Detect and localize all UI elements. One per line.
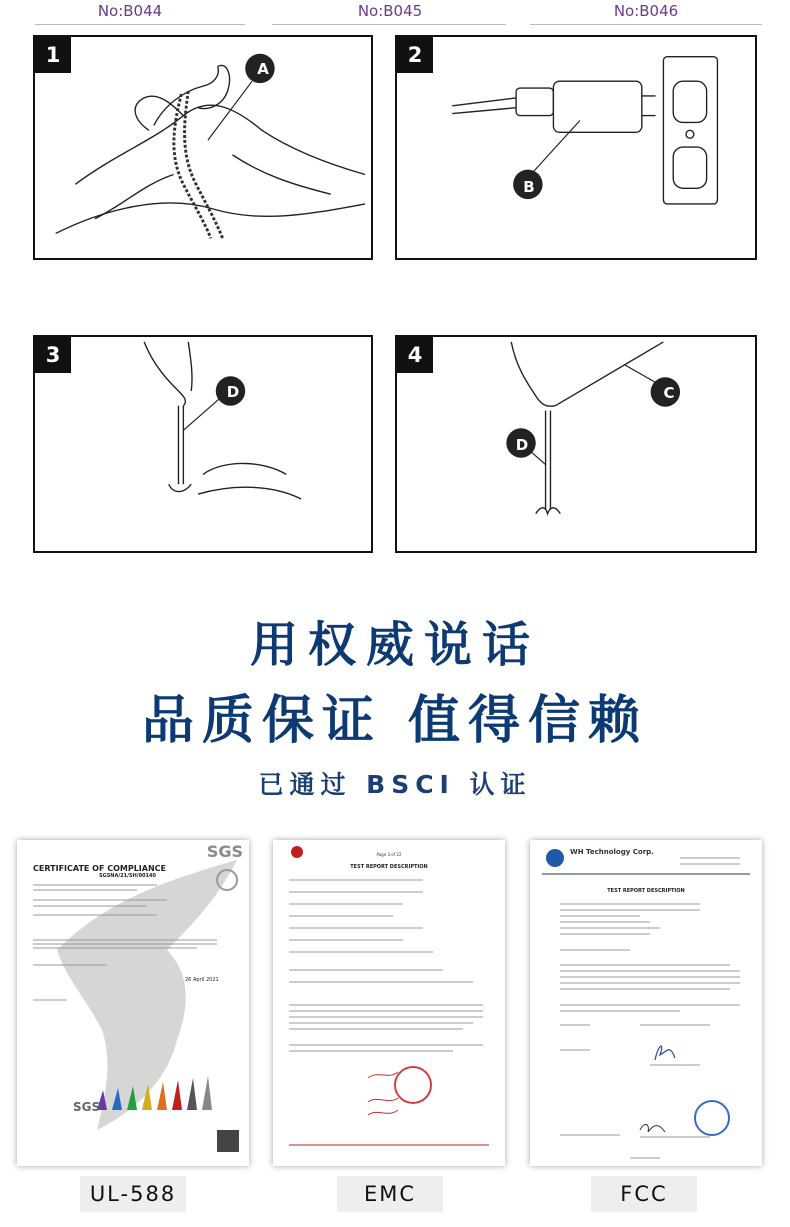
step-number: 1 <box>35 37 71 73</box>
plug-in-illustration <box>397 37 755 258</box>
instruction-step-4 <box>395 335 757 553</box>
eagle-watermark <box>17 840 249 1166</box>
product-code-b046: No:B046 <box>613 2 679 20</box>
divider <box>35 24 245 25</box>
divider <box>272 24 506 25</box>
slogan-quality: 品质保证 值得信赖 <box>141 691 649 751</box>
report-body <box>273 840 505 1166</box>
callout-d: D <box>515 436 529 454</box>
certificate-ul-588 <box>17 840 249 1166</box>
tie-down-illustration <box>397 337 755 551</box>
step-number: 4 <box>397 337 433 373</box>
slogan-headline: 用权威说话 <box>249 617 540 673</box>
slogan-bsci: 已通过 BSCI 认证 <box>258 770 532 799</box>
cert-label-emc: EMC <box>337 1176 443 1212</box>
certificate-date: 26 April 2021 <box>185 977 219 983</box>
cert-label-ul-588: UL-588 <box>80 1176 186 1212</box>
certificate-emc <box>273 840 505 1166</box>
sgs-logo: SGS <box>206 842 243 861</box>
report-title: TEST REPORT DESCRIPTION <box>607 888 685 894</box>
wh-technology-logo: WH Technology Corp. <box>570 848 654 856</box>
certificate-fcc <box>530 840 762 1166</box>
page-number: Page 3 of 22 <box>376 852 402 857</box>
report-title: TEST REPORT DESCRIPTION <box>350 864 428 870</box>
callout-c: C <box>663 384 675 402</box>
certificate-title: CERTIFICATE OF COMPLIANCE <box>33 864 167 873</box>
cert-label-fcc: FCC <box>591 1176 697 1212</box>
product-code-b044: No:B044 <box>97 2 163 20</box>
instruction-step-2 <box>395 35 757 260</box>
product-code-b045: No:B045 <box>357 2 423 20</box>
callout-b: B <box>523 178 535 196</box>
certificate-number: SGSNA/21/SH/00140 <box>99 873 156 879</box>
step-number: 2 <box>397 37 433 73</box>
callout-d: D <box>226 383 240 401</box>
unpack-illustration <box>35 37 371 258</box>
step-number: 3 <box>35 337 71 373</box>
instruction-step-3 <box>33 335 373 553</box>
stake-illustration <box>35 337 371 551</box>
sgs-footer-logo: SGS <box>73 1100 101 1114</box>
divider <box>530 24 762 25</box>
instruction-step-1 <box>33 35 373 260</box>
callout-a: A <box>257 60 269 78</box>
